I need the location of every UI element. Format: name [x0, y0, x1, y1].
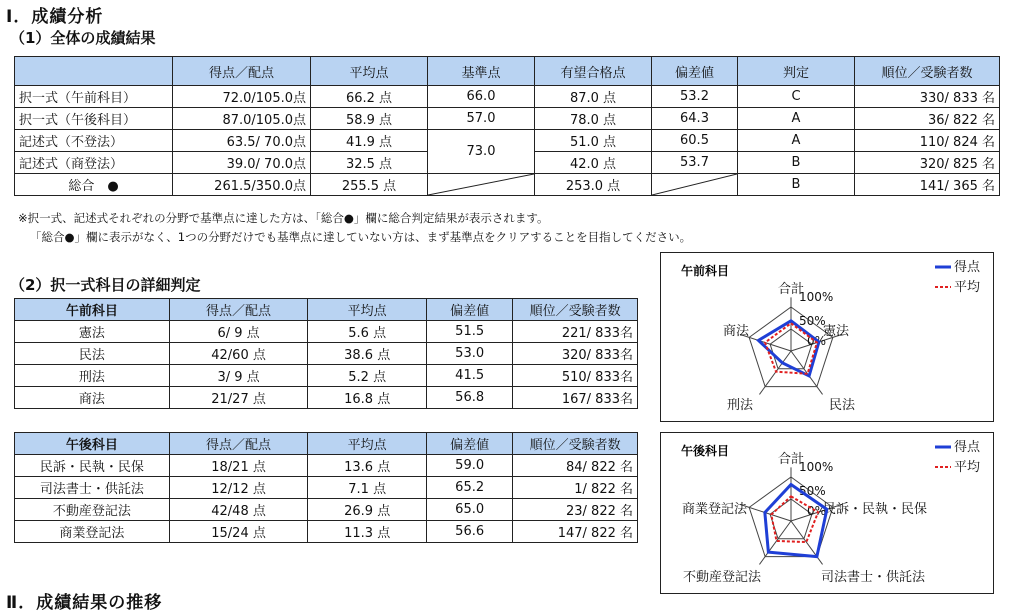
rank-cell: 320/ 825 名	[855, 152, 1000, 174]
table-row	[15, 343, 638, 365]
subsection-title-detail: （2）択一式科目の詳細判定	[10, 276, 201, 294]
axis-spoke	[749, 507, 791, 521]
header-score: 得点／配点	[169, 433, 308, 455]
morning-radar-chart	[661, 253, 993, 421]
judgement-cell: C	[738, 86, 855, 108]
score-cell: 18/21 点	[169, 455, 308, 477]
subject-cell: 民訴・民執・民保	[15, 455, 170, 477]
table-row	[15, 108, 1000, 130]
section-title-trend: Ⅱ．成績結果の推移	[6, 593, 163, 613]
base-cell: 73.0	[428, 130, 535, 174]
tick-label: 0%	[807, 334, 827, 348]
header-score: 得点／配点	[173, 57, 311, 86]
table-row	[15, 130, 1000, 152]
row-label: 記述式（不登法）	[15, 130, 173, 152]
header-rank: 順位／受験者数	[513, 433, 638, 455]
table-row	[15, 455, 638, 477]
deviation-cell: 51.5	[426, 321, 512, 343]
average-cell: 32.5 点	[311, 152, 428, 174]
table-row	[15, 86, 1000, 108]
afternoon-radar-panel	[660, 432, 994, 594]
section-title-analysis: Ⅰ．成績分析	[6, 7, 104, 27]
promising-cell: 78.0 点	[535, 108, 652, 130]
average-cell: 5.2 点	[308, 365, 427, 387]
judgement-cell: B	[738, 152, 855, 174]
diagonal-slash	[428, 174, 534, 195]
score-cell: 21/27 点	[169, 387, 308, 409]
judgement-cell: B	[738, 174, 855, 196]
score-cell: 42/60 点	[169, 343, 308, 365]
average-cell: 38.6 点	[308, 343, 427, 365]
score-cell: 261.5/350.0点	[173, 174, 311, 196]
deviation-cell: 65.0	[426, 499, 512, 521]
score-cell: 6/ 9 点	[169, 321, 308, 343]
deviation-cell: 56.8	[426, 387, 512, 409]
axis-label: 合計	[777, 452, 805, 467]
axis-label: 司法書士・供託法	[821, 570, 926, 585]
header-deviation: 偏差値	[426, 433, 512, 455]
legend-label: 平均	[954, 460, 981, 475]
afternoon-subjects-table	[14, 432, 638, 543]
header-subject: 午前科目	[15, 299, 170, 321]
legend-label: 平均	[954, 280, 981, 295]
average-cell: 58.9 点	[311, 108, 428, 130]
header-blank	[15, 57, 173, 86]
deviation-cell: 60.5	[652, 130, 738, 152]
subject-cell: 商法	[15, 387, 170, 409]
header-average: 平均点	[308, 433, 427, 455]
deviation-cell: 41.5	[426, 365, 512, 387]
rank-cell: 36/ 822 名	[855, 108, 1000, 130]
average-cell: 26.9 点	[308, 499, 427, 521]
row-label: 択一式（午前科目）	[15, 86, 173, 108]
base-cell: 66.0	[428, 86, 535, 108]
header-average: 平均点	[308, 299, 427, 321]
deviation-cell: 53.0	[426, 343, 512, 365]
table-row	[15, 174, 1000, 196]
deviation-cell: 64.3	[652, 108, 738, 130]
score-cell: 42/48 点	[169, 499, 308, 521]
score-cell: 15/24 点	[169, 521, 308, 543]
axis-label: 商法	[722, 324, 749, 339]
table-row	[15, 365, 638, 387]
row-label: 択一式（午後科目）	[15, 108, 173, 130]
legend-label: 得点	[954, 440, 981, 455]
base-cell: 57.0	[428, 108, 535, 130]
deviation-cell: 56.6	[426, 521, 512, 543]
rank-cell: 84/ 822 名	[513, 455, 638, 477]
average-cell: 13.6 点	[308, 455, 427, 477]
tick-label: 50%	[799, 484, 826, 498]
subject-cell: 憲法	[15, 321, 170, 343]
header-rank: 順位／受験者数	[513, 299, 638, 321]
subject-cell: 商業登記法	[15, 521, 170, 543]
axis-label: 合計	[777, 282, 805, 297]
deviation-cell: 53.7	[652, 152, 738, 174]
tick-label: 0%	[807, 504, 827, 518]
rank-cell: 221/ 833名	[513, 321, 638, 343]
axis-label: 民法	[829, 398, 856, 413]
score-cell: 39.0/ 70.0点	[173, 152, 311, 174]
subject-cell: 不動産登記法	[15, 499, 170, 521]
rank-cell: 141/ 365 名	[855, 174, 1000, 196]
header-average: 平均点	[311, 57, 428, 86]
average-cell: 11.3 点	[308, 521, 427, 543]
promising-cell: 51.0 点	[535, 130, 652, 152]
deviation-cell: 65.2	[426, 477, 512, 499]
header-rank: 順位／受験者数	[855, 57, 1000, 86]
overall-results-table	[14, 56, 1000, 196]
average-cell: 66.2 点	[311, 86, 428, 108]
morning-subjects-table	[14, 298, 638, 409]
average-cell: 16.8 点	[308, 387, 427, 409]
header-promising: 有望合格点	[535, 57, 652, 86]
rank-cell: 23/ 822 名	[513, 499, 638, 521]
diagonal-slash	[652, 174, 737, 195]
judgement-cell: A	[738, 130, 855, 152]
header-subject: 午後科目	[15, 433, 170, 455]
header-base: 基準点	[428, 57, 535, 86]
promising-cell: 42.0 点	[535, 152, 652, 174]
deviation-cell-empty	[652, 174, 738, 196]
score-cell: 3/ 9 点	[169, 365, 308, 387]
axis-label: 商業登記法	[681, 502, 747, 517]
promising-cell: 87.0 点	[535, 86, 652, 108]
axis-tick	[817, 387, 823, 395]
score-cell: 63.5/ 70.0点	[173, 130, 311, 152]
base-cell-empty	[428, 174, 535, 196]
rank-cell: 1/ 822 名	[513, 477, 638, 499]
tick-label: 50%	[799, 314, 826, 328]
axis-label: 民訴・民執・民保	[823, 502, 928, 517]
chart-title: 午後科目	[681, 444, 730, 458]
average-cell: 255.5 点	[311, 174, 428, 196]
score-cell: 87.0/105.0点	[173, 108, 311, 130]
table-row	[15, 321, 638, 343]
axis-tick	[759, 387, 765, 395]
rank-cell: 110/ 824 名	[855, 130, 1000, 152]
rank-cell: 510/ 833名	[513, 365, 638, 387]
rank-cell: 330/ 833 名	[855, 86, 1000, 108]
promising-cell: 253.0 点	[535, 174, 652, 196]
table-row	[15, 499, 638, 521]
note-line-2: 「総合●」欄に表示がなく、1つの分野だけでも基準点に達していない方は、まず基準点をクリアすることを目指してください。	[30, 230, 692, 244]
afternoon-radar-chart	[661, 433, 993, 593]
table-row	[15, 387, 638, 409]
tick-label: 100%	[799, 290, 834, 304]
axis-label: 刑法	[726, 398, 753, 413]
header-judgement: 判定	[738, 57, 855, 86]
axis-spoke	[749, 337, 791, 351]
header-score: 得点／配点	[169, 299, 308, 321]
chart-title: 午前科目	[681, 264, 730, 278]
subject-cell: 民法	[15, 343, 170, 365]
header-deviation: 偏差値	[652, 57, 738, 86]
row-label: 総合 ●	[15, 174, 173, 196]
judgement-cell: A	[738, 108, 855, 130]
table-row	[15, 521, 638, 543]
axis-label: 不動産登記法	[682, 570, 761, 585]
note-line-1: ※択一式、記述式それぞれの分野で基準点に達した方は、「総合●」欄に総合判定結果が表示されます。	[18, 211, 549, 225]
rank-cell: 147/ 822 名	[513, 521, 638, 543]
rank-cell: 167/ 833名	[513, 387, 638, 409]
average-cell: 7.1 点	[308, 477, 427, 499]
subsection-title-overall: （1）全体の成績結果	[10, 29, 156, 47]
morning-radar-panel	[660, 252, 994, 422]
rank-cell: 320/ 833名	[513, 343, 638, 365]
axis-tick	[759, 557, 765, 565]
deviation-cell: 59.0	[426, 455, 512, 477]
subject-cell: 司法書士・供託法	[15, 477, 170, 499]
subject-cell: 刑法	[15, 365, 170, 387]
average-cell: 5.6 点	[308, 321, 427, 343]
legend-label: 得点	[954, 260, 981, 275]
average-cell: 41.9 点	[311, 130, 428, 152]
table-row	[15, 477, 638, 499]
header-deviation: 偏差値	[426, 299, 512, 321]
tick-label: 100%	[799, 460, 834, 474]
score-cell: 72.0/105.0点	[173, 86, 311, 108]
row-label: 記述式（商登法）	[15, 152, 173, 174]
axis-label: 憲法	[823, 324, 850, 339]
score-cell: 12/12 点	[169, 477, 308, 499]
deviation-cell: 53.2	[652, 86, 738, 108]
